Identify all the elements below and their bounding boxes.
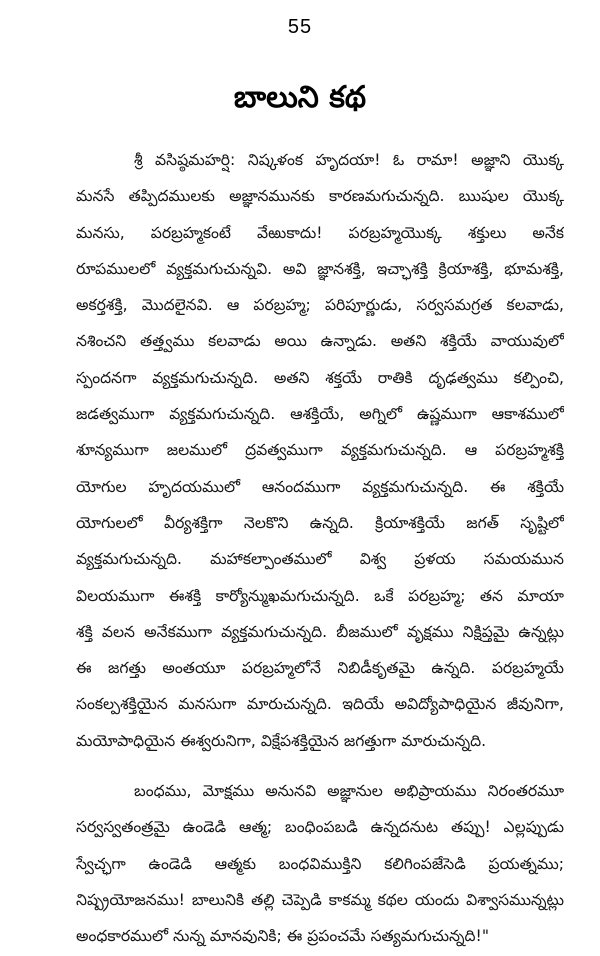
text-line: నిష్ప్రయోజనము! బాలునికి తల్లి చెప్పెడి కాకమ్మ కథల యందు విశ్వాసమున్నట్లు — [76, 890, 564, 909]
text-line: బంధము, మోక్షము అనునవి అజ్ఞానుల అభిప్రాయము నిరంతరమూ — [134, 782, 564, 801]
body-text — [76, 142, 564, 955]
paragraph — [76, 142, 564, 759]
text-line: మనసే తప్పిదములకు అజ్ఞానమునకు కారణమగుచున్నది. ఋషుల యొక్క — [76, 187, 564, 206]
text-line: వ్యక్తమగుచున్నది. మహాకల్పాంతములో విశ్వ ప్రళయ సమయమున — [76, 550, 564, 569]
text-line: శక్తి వలన అనేకముగా వ్యక్తమగుచున్నది. బీజములో వృక్షము నిక్షిప్తమై ఉన్నట్లు — [76, 622, 564, 641]
text-line: మయోపాధియైన ఈశ్వరునిగా, విక్షేపశక్తియైన జగత్తుగా మారుచున్నది. — [76, 731, 487, 750]
text-line: అకర్తశక్తి, మొదలైనవి. ఆ పరబ్రహ్మ; పరిపూర్ణుడు, సర్వసమగ్రత కలవాడు, — [76, 296, 564, 315]
paragraph-gap — [76, 759, 564, 773]
text-line: స్పందనగా వ్యక్తమగుచున్నది. అతని శక్తయే రాతికి దృఢత్వము కల్పించి, — [76, 368, 564, 387]
text-line: యోగుల హృదయములో ఆనందముగా వ్యక్తమగుచున్నది. ఈ శక్తియే — [76, 477, 564, 496]
text-line: మనసు, పరబ్రహ్మకంటే వేఱుకాదు! పరబ్రహ్మయొక్క శక్తులు అనేక — [76, 223, 564, 242]
text-line: స్వేచ్ఛగా ఉండెడి ఆత్మకు బంధవిముక్తిని కలిగింపజేసెడి ప్రయత్నము; — [76, 854, 564, 873]
text-line: శూన్యముగా జలములో ద్రవత్వముగా వ్యక్తమగుచున్నది. ఆ పరబ్రహ్మశక్తి — [76, 441, 564, 460]
text-line: జడత్వముగా వ్యక్తమగుచున్నది. ఆశక్తియే, అగ్నిలో ఉష్ణముగా ఆకాశములో — [76, 405, 564, 424]
chapter-title: బాలుని కథ — [233, 80, 367, 115]
text-line: సంకల్పశక్తియైన మనసుగా మారుచున్నది. ఇదియే అవిద్యోపాధియైన జీవునిగా, — [76, 695, 564, 714]
text-line: సర్వస్వతంత్రమై ఉండెడి ఆత్మ; బంధింపబడి ఉన్నదనుట తప్పు! ఎల్లప్పుడు — [76, 818, 564, 837]
text-line: రూపములలో వ్యక్తమగుచున్నవి. అవి జ్ఞానశక్తి, ఇచ్ఛాశక్తి క్రియాశక్తి, భూమశక్తి, — [76, 259, 564, 278]
text-line: నశించని తత్త్వము కలవాడు అయి ఉన్నాడు. అతని శక్తియే వాయువులో — [76, 332, 564, 351]
page-number: 55 — [287, 16, 313, 38]
text-line: అంధకారములో నున్న మానవునికి; ఈ ప్రపంచమే సత్యమగుచున్నది!" — [76, 927, 489, 946]
text-line: యోగులలో వీర్యశక్తిగా నెలకొని ఉన్నది. క్రియాశక్తియే జగత్ సృష్టిలో — [76, 513, 564, 532]
paragraph — [76, 773, 564, 954]
text-line: ఈ జగత్తు అంతయూ పరబ్రహ్మలోనే నిబిడీకృతమై ఉన్నది. పరబ్రహ్మయే — [76, 659, 564, 678]
text-line: విలయముగా ఈశక్తి కార్యోన్ముఖమగుచున్నది. ఒకే పరబ్రహ్మ; తన మాయా — [76, 586, 564, 605]
text-line: శ్రీ వసిష్ఠమహర్షి: నిష్కళంక హృదయా! ఓ రామా! అజ్ఞాని యొక్క — [134, 151, 564, 169]
